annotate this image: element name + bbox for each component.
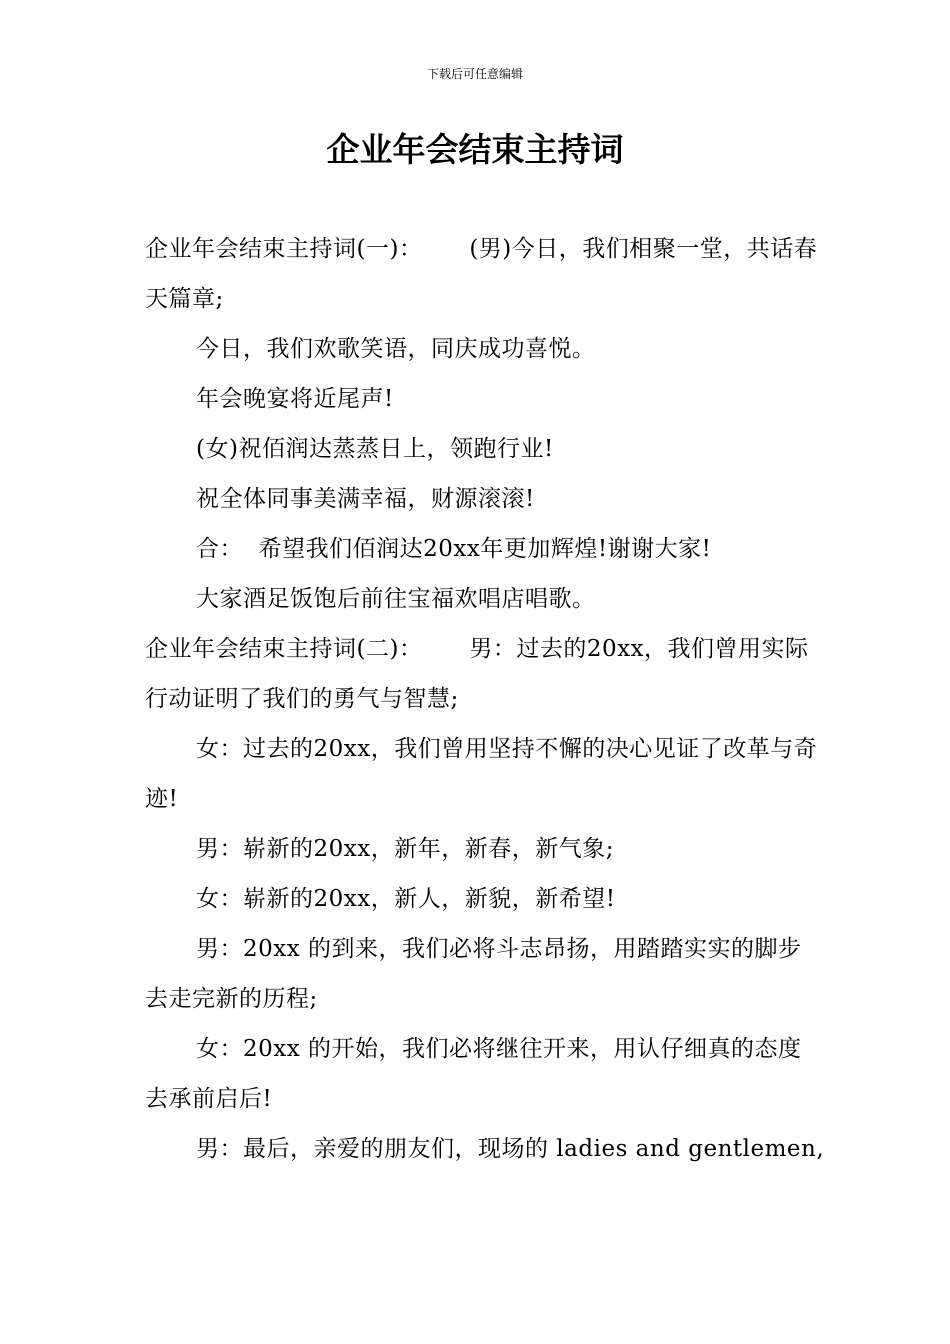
paragraph: 女：崭新的20xx，新人，新貌，新希望! xyxy=(196,886,616,912)
paragraph: 男：20xx 的到来，我们必将斗志昂扬，用踏踏实实的脚步去走完新的历程; xyxy=(145,936,802,1012)
paragraph: 祝全体同事美满幸福，财源滚滚! xyxy=(196,486,535,512)
paragraph: 年会晚宴将近尾声! xyxy=(196,386,394,412)
document-body xyxy=(145,224,825,1174)
paragraph: 企业年会结束主持词(二)： 男：过去的20xx，我们曾用实际行动证明了我们的勇气与智慧; xyxy=(145,636,809,712)
paragraph: 合： 希望我们佰润达20xx年更加辉煌!谢谢大家! xyxy=(196,536,712,562)
document-title: 企业年会结束主持词 xyxy=(326,130,624,169)
paragraph: 男：最后，亲爱的朋友们，现场的 ladies and gentlemen, xyxy=(196,1136,825,1162)
paragraph: 企业年会结束主持词(一)： (男)今日，我们相聚一堂，共话春天篇章; xyxy=(145,236,818,312)
paragraph: (女)祝佰润达蒸蒸日上，领跑行业! xyxy=(196,436,554,462)
header-note: 下载后可任意编辑 xyxy=(426,67,523,81)
paragraph: 大家酒足饭饱后前往宝福欢唱店唱歌。 xyxy=(196,586,596,612)
paragraph: 今日，我们欢歌笑语，同庆成功喜悦。 xyxy=(196,336,596,362)
paragraph: 男：崭新的20xx，新年，新春，新气象; xyxy=(196,836,614,862)
paragraph: 女：20xx 的开始，我们必将继往开来，用认仔细真的态度去承前启后! xyxy=(145,1036,802,1112)
paragraph: 女：过去的20xx，我们曾用坚持不懈的决心见证了改革与奇迹! xyxy=(145,736,818,812)
